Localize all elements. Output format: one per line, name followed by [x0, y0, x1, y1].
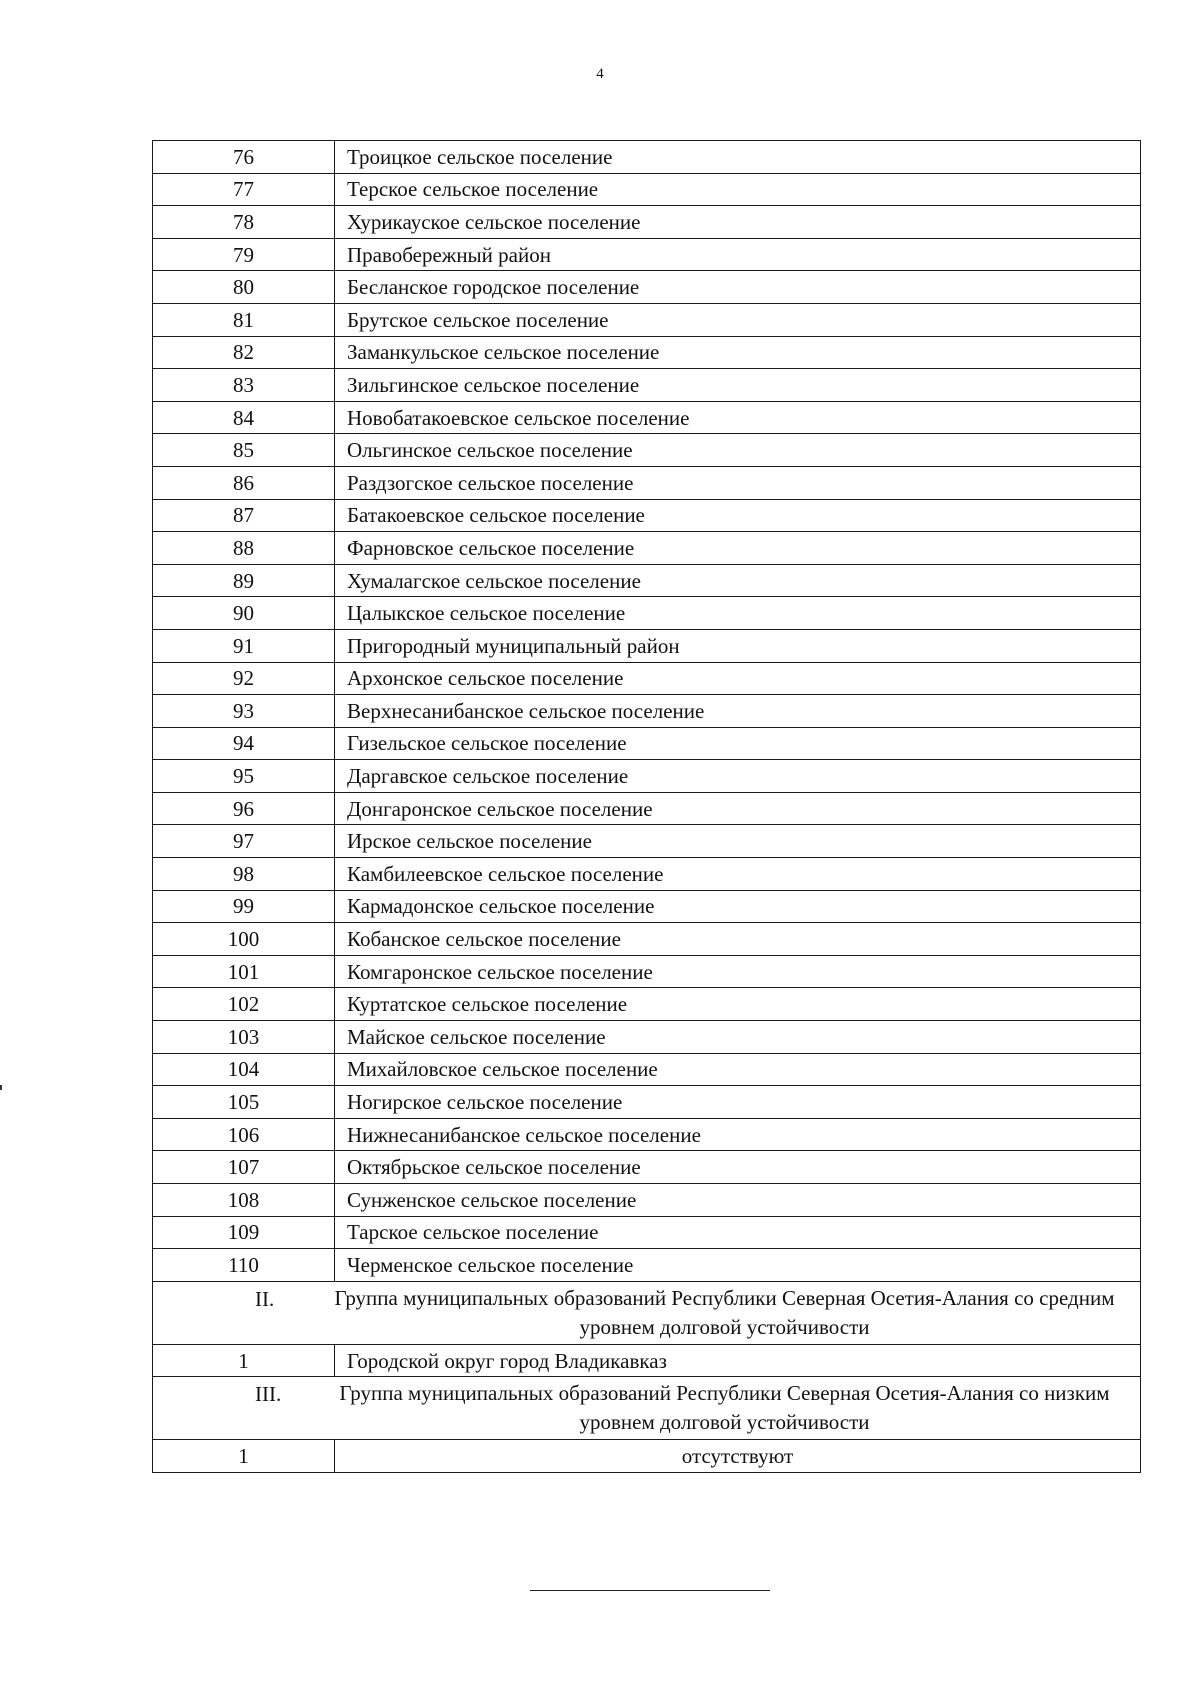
group3-title: Группа муниципальных образований Республики Северная Осетия-Алания со низким уровнем долговой устойчивости	[339, 1381, 1110, 1435]
row-name: Кармадонское сельское поселение	[335, 890, 1141, 923]
group3-row-name: отсутствуют	[335, 1440, 1141, 1473]
row-number: 79	[153, 238, 335, 271]
row-name: Кобанское сельское поселение	[335, 923, 1141, 956]
row-name: Комгаронское сельское поселение	[335, 955, 1141, 988]
table-row	[153, 923, 1141, 956]
row-name: Терское сельское поселение	[335, 173, 1141, 206]
row-number: 84	[153, 401, 335, 434]
row-name: Ирское сельское поселение	[335, 825, 1141, 858]
row-name: Октябрьское сельское поселение	[335, 1151, 1141, 1184]
row-number: 78	[153, 206, 335, 239]
table-row	[153, 141, 1141, 174]
table-row	[153, 434, 1141, 467]
row-number: 100	[153, 923, 335, 956]
table-row	[153, 564, 1141, 597]
group3-header-row	[153, 1377, 1141, 1440]
row-name: Сунженское сельское поселение	[335, 1184, 1141, 1217]
row-number: 82	[153, 336, 335, 369]
row-number: 101	[153, 955, 335, 988]
footer-rule	[530, 1590, 770, 1591]
table-row	[153, 1021, 1141, 1054]
row-name: Пригородный муниципальный район	[335, 629, 1141, 662]
table-row	[153, 369, 1141, 402]
row-number: 103	[153, 1021, 335, 1054]
group2-header-row	[153, 1281, 1141, 1344]
table-row	[153, 1118, 1141, 1151]
row-name: Гизельское сельское поселение	[335, 727, 1141, 760]
group2-row	[153, 1344, 1141, 1377]
row-name: Верхнесанибанское сельское поселение	[335, 695, 1141, 728]
group3-section	[153, 1377, 1141, 1473]
group3-header	[153, 1377, 1141, 1440]
table-row	[153, 825, 1141, 858]
page-number: 4	[596, 66, 604, 82]
row-name: Зильгинское сельское поселение	[335, 369, 1141, 402]
row-number: 87	[153, 499, 335, 532]
table-row	[153, 1216, 1141, 1249]
row-name: Ногирское сельское поселение	[335, 1086, 1141, 1119]
row-number: 76	[153, 141, 335, 174]
row-name: Троицкое сельское поселение	[335, 141, 1141, 174]
table-row	[153, 1053, 1141, 1086]
row-number: 104	[153, 1053, 335, 1086]
table-row	[153, 271, 1141, 304]
table-row	[153, 173, 1141, 206]
row-name: Михайловское сельское поселение	[335, 1053, 1141, 1086]
row-name: Бесланское городское поселение	[335, 271, 1141, 304]
table-row	[153, 727, 1141, 760]
table-row	[153, 858, 1141, 891]
row-number: 81	[153, 303, 335, 336]
row-number: 99	[153, 890, 335, 923]
scan-edge-mark	[0, 1085, 2, 1090]
table-row	[153, 629, 1141, 662]
row-number: 105	[153, 1086, 335, 1119]
table-row	[153, 303, 1141, 336]
table-row	[153, 1184, 1141, 1217]
group2-row-number: 1	[153, 1344, 335, 1377]
row-number: 86	[153, 466, 335, 499]
row-number: 94	[153, 727, 335, 760]
row-name: Заманкульское сельское поселение	[335, 336, 1141, 369]
group2-roman: II.	[255, 1286, 275, 1311]
group3-roman: III.	[255, 1382, 282, 1407]
row-name: Тарское сельское поселение	[335, 1216, 1141, 1249]
group3-row-number: 1	[153, 1440, 335, 1473]
group2-row-name: Городской округ город Владикавказ	[335, 1344, 1141, 1377]
group3-row	[153, 1440, 1141, 1473]
row-name: Правобережный район	[335, 238, 1141, 271]
row-number: 110	[153, 1249, 335, 1282]
table-row	[153, 1249, 1141, 1282]
row-number: 95	[153, 760, 335, 793]
table-row	[153, 1086, 1141, 1119]
table-row	[153, 238, 1141, 271]
table-row	[153, 662, 1141, 695]
row-name: Нижнесанибанское сельское поселение	[335, 1118, 1141, 1151]
row-number: 98	[153, 858, 335, 891]
table-row	[153, 597, 1141, 630]
row-name: Фарновское сельское поселение	[335, 532, 1141, 565]
row-number: 90	[153, 597, 335, 630]
row-name: Цалыкское сельское поселение	[335, 597, 1141, 630]
table-row	[153, 466, 1141, 499]
row-number: 91	[153, 629, 335, 662]
row-name: Хурикауское сельское поселение	[335, 206, 1141, 239]
table-row	[153, 499, 1141, 532]
table-row	[153, 792, 1141, 825]
row-name: Раздзогское сельское поселение	[335, 466, 1141, 499]
table-row	[153, 988, 1141, 1021]
row-name: Архонское сельское поселение	[335, 662, 1141, 695]
table-row	[153, 336, 1141, 369]
row-number: 102	[153, 988, 335, 1021]
row-number: 109	[153, 1216, 335, 1249]
row-number: 77	[153, 173, 335, 206]
row-number: 88	[153, 532, 335, 565]
row-number: 92	[153, 662, 335, 695]
table-row	[153, 955, 1141, 988]
row-name: Куртатское сельское поселение	[335, 988, 1141, 1021]
table-row	[153, 532, 1141, 565]
row-number: 80	[153, 271, 335, 304]
table-row	[153, 695, 1141, 728]
municipalities-table	[152, 140, 1141, 1473]
table-row	[153, 401, 1141, 434]
group2-section	[153, 1281, 1141, 1377]
table-row	[153, 206, 1141, 239]
row-number: 107	[153, 1151, 335, 1184]
table-row	[153, 1151, 1141, 1184]
row-number: 106	[153, 1118, 335, 1151]
table-row	[153, 760, 1141, 793]
row-name: Брутское сельское поселение	[335, 303, 1141, 336]
row-name: Майское сельское поселение	[335, 1021, 1141, 1054]
group2-title: Группа муниципальных образований Республики Северная Осетия-Алания со средним уровнем долговой устойчивости	[334, 1285, 1115, 1339]
row-name: Камбилеевское сельское поселение	[335, 858, 1141, 891]
table-row	[153, 890, 1141, 923]
row-name: Новобатакоевское сельское поселение	[335, 401, 1141, 434]
row-number: 108	[153, 1184, 335, 1217]
group2-header	[153, 1281, 1141, 1344]
row-number: 85	[153, 434, 335, 467]
row-name: Ольгинское сельское поселение	[335, 434, 1141, 467]
row-name: Черменское сельское поселение	[335, 1249, 1141, 1282]
row-name: Донгаронское сельское поселение	[335, 792, 1141, 825]
row-number: 83	[153, 369, 335, 402]
row-number: 93	[153, 695, 335, 728]
row-name: Даргавское сельское поселение	[335, 760, 1141, 793]
row-name: Хумалагское сельское поселение	[335, 564, 1141, 597]
group1-rows	[153, 141, 1141, 1282]
row-number: 97	[153, 825, 335, 858]
row-name: Батакоевское сельское поселение	[335, 499, 1141, 532]
row-number: 89	[153, 564, 335, 597]
row-number: 96	[153, 792, 335, 825]
